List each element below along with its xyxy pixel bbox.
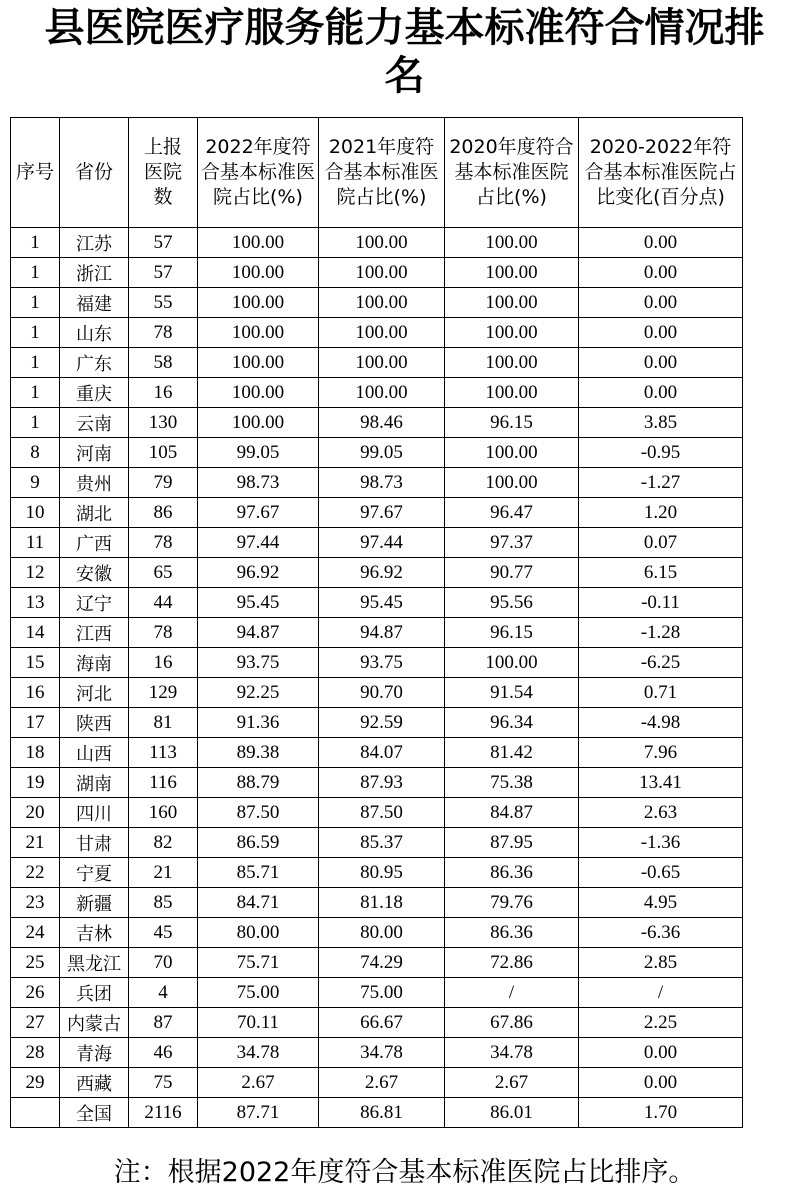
header-change: 2020-2022年符合基本标准医院占比变化(百分点) bbox=[579, 118, 743, 228]
cell-change: 0.00 bbox=[579, 318, 743, 348]
cell-pct-2020: 100.00 bbox=[445, 438, 579, 468]
cell-pct-2020: 100.00 bbox=[445, 468, 579, 498]
cell-reported: 45 bbox=[129, 918, 198, 948]
table-row bbox=[11, 978, 743, 1008]
cell-pct-2021: 100.00 bbox=[319, 288, 445, 318]
table-header-row bbox=[11, 118, 743, 228]
table-row bbox=[11, 768, 743, 798]
cell-change: -6.36 bbox=[579, 918, 743, 948]
cell-change: 2.63 bbox=[579, 798, 743, 828]
cell-pct-2021: 75.00 bbox=[319, 978, 445, 1008]
cell-reported: 44 bbox=[129, 588, 198, 618]
cell-province: 内蒙古 bbox=[60, 1008, 129, 1038]
cell-pct-2020: / bbox=[445, 978, 579, 1008]
cell-province: 广东 bbox=[60, 348, 129, 378]
cell-pct-2021: 74.29 bbox=[319, 948, 445, 978]
cell-pct-2020: 2.67 bbox=[445, 1068, 579, 1098]
cell-pct-2020: 86.36 bbox=[445, 858, 579, 888]
cell-pct-2020: 100.00 bbox=[445, 258, 579, 288]
cell-rank: 21 bbox=[11, 828, 60, 858]
cell-reported: 4 bbox=[129, 978, 198, 1008]
cell-change: 1.20 bbox=[579, 498, 743, 528]
cell-change: -4.98 bbox=[579, 708, 743, 738]
cell-rank: 27 bbox=[11, 1008, 60, 1038]
cell-pct-2020: 96.15 bbox=[445, 408, 579, 438]
cell-pct-2021: 2.67 bbox=[319, 1068, 445, 1098]
cell-pct-2022: 70.11 bbox=[198, 1008, 319, 1038]
cell-pct-2022: 98.73 bbox=[198, 468, 319, 498]
cell-pct-2021: 97.44 bbox=[319, 528, 445, 558]
cell-reported: 85 bbox=[129, 888, 198, 918]
table-row bbox=[11, 498, 743, 528]
cell-pct-2022: 87.71 bbox=[198, 1098, 319, 1128]
cell-pct-2020: 100.00 bbox=[445, 318, 579, 348]
cell-province: 安徽 bbox=[60, 558, 129, 588]
cell-change: -1.27 bbox=[579, 468, 743, 498]
cell-change: 0.71 bbox=[579, 678, 743, 708]
header-pct-2022: 2022年度符合基本标准医院占比(%) bbox=[198, 118, 319, 228]
table-row bbox=[11, 648, 743, 678]
cell-pct-2020: 91.54 bbox=[445, 678, 579, 708]
footnote: 注：根据2022年度符合基本标准医院占比排序。 bbox=[113, 1157, 696, 1188]
title-line-2: 名 bbox=[384, 53, 425, 99]
cell-province: 山东 bbox=[60, 318, 129, 348]
cell-pct-2020: 96.15 bbox=[445, 618, 579, 648]
cell-rank: 1 bbox=[11, 288, 60, 318]
table-row bbox=[11, 288, 743, 318]
cell-reported: 16 bbox=[129, 648, 198, 678]
cell-rank: 10 bbox=[11, 498, 60, 528]
cell-pct-2022: 88.79 bbox=[198, 768, 319, 798]
cell-rank: 20 bbox=[11, 798, 60, 828]
cell-province: 浙江 bbox=[60, 258, 129, 288]
cell-reported: 21 bbox=[129, 858, 198, 888]
cell-pct-2022: 75.71 bbox=[198, 948, 319, 978]
cell-province: 新疆 bbox=[60, 888, 129, 918]
cell-pct-2020: 81.42 bbox=[445, 738, 579, 768]
cell-pct-2020: 90.77 bbox=[445, 558, 579, 588]
cell-pct-2022: 94.87 bbox=[198, 618, 319, 648]
table-row bbox=[11, 708, 743, 738]
cell-province: 陕西 bbox=[60, 708, 129, 738]
cell-reported: 2116 bbox=[129, 1098, 198, 1128]
cell-pct-2021: 100.00 bbox=[319, 348, 445, 378]
cell-pct-2021: 100.00 bbox=[319, 318, 445, 348]
cell-change: 0.00 bbox=[579, 1038, 743, 1068]
cell-province: 青海 bbox=[60, 1038, 129, 1068]
cell-change: -6.25 bbox=[579, 648, 743, 678]
cell-rank: 18 bbox=[11, 738, 60, 768]
cell-change: 0.00 bbox=[579, 378, 743, 408]
cell-pct-2021: 80.00 bbox=[319, 918, 445, 948]
cell-pct-2021: 94.87 bbox=[319, 618, 445, 648]
cell-pct-2022: 95.45 bbox=[198, 588, 319, 618]
cell-rank: 28 bbox=[11, 1038, 60, 1068]
table-row bbox=[11, 618, 743, 648]
cell-province: 重庆 bbox=[60, 378, 129, 408]
cell-rank: 12 bbox=[11, 558, 60, 588]
cell-province: 甘肃 bbox=[60, 828, 129, 858]
cell-pct-2021: 97.67 bbox=[319, 498, 445, 528]
cell-pct-2020: 96.34 bbox=[445, 708, 579, 738]
cell-pct-2022: 100.00 bbox=[198, 288, 319, 318]
cell-reported: 116 bbox=[129, 768, 198, 798]
cell-pct-2022: 2.67 bbox=[198, 1068, 319, 1098]
table-row bbox=[11, 258, 743, 288]
cell-change: 0.00 bbox=[579, 258, 743, 288]
cell-pct-2020: 86.36 bbox=[445, 918, 579, 948]
cell-reported: 65 bbox=[129, 558, 198, 588]
cell-province: 江西 bbox=[60, 618, 129, 648]
table-row bbox=[11, 558, 743, 588]
cell-pct-2021: 99.05 bbox=[319, 438, 445, 468]
cell-reported: 78 bbox=[129, 618, 198, 648]
cell-province: 河北 bbox=[60, 678, 129, 708]
table-row bbox=[11, 228, 743, 258]
cell-pct-2022: 100.00 bbox=[198, 258, 319, 288]
cell-pct-2021: 80.95 bbox=[319, 858, 445, 888]
table-row bbox=[11, 408, 743, 438]
cell-reported: 70 bbox=[129, 948, 198, 978]
cell-change: 0.00 bbox=[579, 348, 743, 378]
cell-pct-2020: 100.00 bbox=[445, 378, 579, 408]
cell-change: / bbox=[579, 978, 743, 1008]
cell-change: 0.00 bbox=[579, 288, 743, 318]
cell-pct-2020: 100.00 bbox=[445, 348, 579, 378]
table-row bbox=[11, 468, 743, 498]
cell-pct-2021: 100.00 bbox=[319, 378, 445, 408]
cell-pct-2022: 100.00 bbox=[198, 348, 319, 378]
cell-rank: 23 bbox=[11, 888, 60, 918]
cell-pct-2020: 84.87 bbox=[445, 798, 579, 828]
cell-pct-2022: 99.05 bbox=[198, 438, 319, 468]
cell-rank: 15 bbox=[11, 648, 60, 678]
cell-province: 湖南 bbox=[60, 768, 129, 798]
cell-rank: 9 bbox=[11, 468, 60, 498]
cell-reported: 160 bbox=[129, 798, 198, 828]
table-row bbox=[11, 1008, 743, 1038]
cell-reported: 105 bbox=[129, 438, 198, 468]
cell-reported: 78 bbox=[129, 528, 198, 558]
cell-pct-2022: 96.92 bbox=[198, 558, 319, 588]
table-row bbox=[11, 738, 743, 768]
cell-change: 3.85 bbox=[579, 408, 743, 438]
table-row bbox=[11, 438, 743, 468]
cell-pct-2020: 96.47 bbox=[445, 498, 579, 528]
cell-pct-2022: 89.38 bbox=[198, 738, 319, 768]
cell-reported: 87 bbox=[129, 1008, 198, 1038]
cell-pct-2021: 96.92 bbox=[319, 558, 445, 588]
cell-province: 海南 bbox=[60, 648, 129, 678]
cell-rank: 1 bbox=[11, 318, 60, 348]
cell-province: 四川 bbox=[60, 798, 129, 828]
cell-pct-2021: 100.00 bbox=[319, 228, 445, 258]
table-row bbox=[11, 798, 743, 828]
cell-rank: 11 bbox=[11, 528, 60, 558]
cell-rank: 1 bbox=[11, 258, 60, 288]
cell-pct-2021: 87.93 bbox=[319, 768, 445, 798]
cell-reported: 58 bbox=[129, 348, 198, 378]
table-row bbox=[11, 888, 743, 918]
cell-rank: 1 bbox=[11, 228, 60, 258]
table-row bbox=[11, 588, 743, 618]
cell-pct-2022: 85.71 bbox=[198, 858, 319, 888]
cell-reported: 130 bbox=[129, 408, 198, 438]
cell-rank: 25 bbox=[11, 948, 60, 978]
cell-reported: 57 bbox=[129, 258, 198, 288]
cell-change: -0.95 bbox=[579, 438, 743, 468]
cell-pct-2021: 66.67 bbox=[319, 1008, 445, 1038]
cell-reported: 78 bbox=[129, 318, 198, 348]
cell-pct-2020: 100.00 bbox=[445, 228, 579, 258]
cell-pct-2022: 93.75 bbox=[198, 648, 319, 678]
cell-rank: 13 bbox=[11, 588, 60, 618]
cell-pct-2021: 85.37 bbox=[319, 828, 445, 858]
cell-pct-2022: 92.25 bbox=[198, 678, 319, 708]
cell-reported: 46 bbox=[129, 1038, 198, 1068]
cell-rank: 8 bbox=[11, 438, 60, 468]
cell-pct-2022: 84.71 bbox=[198, 888, 319, 918]
cell-pct-2022: 87.50 bbox=[198, 798, 319, 828]
cell-rank bbox=[11, 1098, 60, 1128]
cell-pct-2021: 92.59 bbox=[319, 708, 445, 738]
cell-pct-2021: 86.81 bbox=[319, 1098, 445, 1128]
cell-pct-2022: 100.00 bbox=[198, 378, 319, 408]
cell-pct-2020: 75.38 bbox=[445, 768, 579, 798]
cell-change: 0.00 bbox=[579, 1068, 743, 1098]
cell-pct-2021: 84.07 bbox=[319, 738, 445, 768]
ranking-table bbox=[10, 117, 743, 1128]
cell-pct-2020: 79.76 bbox=[445, 888, 579, 918]
cell-province: 贵州 bbox=[60, 468, 129, 498]
header-rank: 序号 bbox=[11, 118, 60, 228]
cell-rank: 14 bbox=[11, 618, 60, 648]
cell-pct-2020: 86.01 bbox=[445, 1098, 579, 1128]
cell-reported: 16 bbox=[129, 378, 198, 408]
cell-pct-2021: 100.00 bbox=[319, 258, 445, 288]
table-row bbox=[11, 828, 743, 858]
cell-change: 0.00 bbox=[579, 228, 743, 258]
cell-pct-2020: 100.00 bbox=[445, 288, 579, 318]
cell-change: 6.15 bbox=[579, 558, 743, 588]
cell-change: 7.96 bbox=[579, 738, 743, 768]
cell-pct-2021: 98.73 bbox=[319, 468, 445, 498]
cell-pct-2021: 95.45 bbox=[319, 588, 445, 618]
cell-rank: 26 bbox=[11, 978, 60, 1008]
cell-rank: 1 bbox=[11, 348, 60, 378]
cell-pct-2020: 87.95 bbox=[445, 828, 579, 858]
table-row bbox=[11, 318, 743, 348]
cell-change: -1.36 bbox=[579, 828, 743, 858]
cell-rank: 19 bbox=[11, 768, 60, 798]
cell-reported: 79 bbox=[129, 468, 198, 498]
cell-pct-2020: 100.00 bbox=[445, 648, 579, 678]
table-row bbox=[11, 678, 743, 708]
cell-reported: 113 bbox=[129, 738, 198, 768]
cell-reported: 129 bbox=[129, 678, 198, 708]
table-row bbox=[11, 348, 743, 378]
table-row bbox=[11, 528, 743, 558]
cell-province: 江苏 bbox=[60, 228, 129, 258]
cell-pct-2022: 100.00 bbox=[198, 228, 319, 258]
cell-pct-2022: 100.00 bbox=[198, 408, 319, 438]
cell-province: 福建 bbox=[60, 288, 129, 318]
table-row bbox=[11, 1068, 743, 1098]
cell-province: 湖北 bbox=[60, 498, 129, 528]
cell-rank: 24 bbox=[11, 918, 60, 948]
cell-province: 全国 bbox=[60, 1098, 129, 1128]
title-line-1: 县医院医疗服务能力基本标准符合情况排 bbox=[44, 5, 765, 51]
cell-pct-2020: 67.86 bbox=[445, 1008, 579, 1038]
cell-pct-2021: 87.50 bbox=[319, 798, 445, 828]
cell-province: 黑龙江 bbox=[60, 948, 129, 978]
cell-pct-2020: 34.78 bbox=[445, 1038, 579, 1068]
cell-rank: 22 bbox=[11, 858, 60, 888]
cell-province: 西藏 bbox=[60, 1068, 129, 1098]
table-row bbox=[11, 948, 743, 978]
cell-change: 2.85 bbox=[579, 948, 743, 978]
cell-pct-2022: 97.67 bbox=[198, 498, 319, 528]
cell-rank: 16 bbox=[11, 678, 60, 708]
cell-pct-2020: 72.86 bbox=[445, 948, 579, 978]
cell-reported: 82 bbox=[129, 828, 198, 858]
cell-reported: 55 bbox=[129, 288, 198, 318]
cell-change: 2.25 bbox=[579, 1008, 743, 1038]
cell-reported: 81 bbox=[129, 708, 198, 738]
cell-province: 兵团 bbox=[60, 978, 129, 1008]
cell-rank: 1 bbox=[11, 408, 60, 438]
table-row bbox=[11, 378, 743, 408]
cell-pct-2021: 93.75 bbox=[319, 648, 445, 678]
cell-pct-2022: 97.44 bbox=[198, 528, 319, 558]
header-pct-2021: 2021年度符合基本标准医院占比(%) bbox=[319, 118, 445, 228]
cell-pct-2021: 81.18 bbox=[319, 888, 445, 918]
cell-rank: 29 bbox=[11, 1068, 60, 1098]
cell-pct-2022: 34.78 bbox=[198, 1038, 319, 1068]
header-pct-2020: 2020年度符合基本标准医院占比(%) bbox=[445, 118, 579, 228]
cell-reported: 57 bbox=[129, 228, 198, 258]
cell-pct-2022: 91.36 bbox=[198, 708, 319, 738]
cell-reported: 75 bbox=[129, 1068, 198, 1098]
cell-rank: 17 bbox=[11, 708, 60, 738]
cell-province: 云南 bbox=[60, 408, 129, 438]
cell-province: 广西 bbox=[60, 528, 129, 558]
cell-pct-2022: 80.00 bbox=[198, 918, 319, 948]
cell-reported: 86 bbox=[129, 498, 198, 528]
table-row bbox=[11, 1038, 743, 1068]
header-reported: 上报医院数 bbox=[129, 118, 198, 228]
cell-change: 0.07 bbox=[579, 528, 743, 558]
cell-pct-2021: 98.46 bbox=[319, 408, 445, 438]
cell-change: -0.11 bbox=[579, 588, 743, 618]
cell-pct-2022: 100.00 bbox=[198, 318, 319, 348]
cell-change: -0.65 bbox=[579, 858, 743, 888]
cell-change: 4.95 bbox=[579, 888, 743, 918]
cell-province: 吉林 bbox=[60, 918, 129, 948]
cell-province: 河南 bbox=[60, 438, 129, 468]
cell-province: 山西 bbox=[60, 738, 129, 768]
cell-pct-2022: 75.00 bbox=[198, 978, 319, 1008]
cell-change: 1.70 bbox=[579, 1098, 743, 1128]
table-row bbox=[11, 858, 743, 888]
cell-pct-2020: 95.56 bbox=[445, 588, 579, 618]
cell-province: 辽宁 bbox=[60, 588, 129, 618]
cell-change: -1.28 bbox=[579, 618, 743, 648]
cell-pct-2020: 97.37 bbox=[445, 528, 579, 558]
cell-pct-2021: 34.78 bbox=[319, 1038, 445, 1068]
table-row bbox=[11, 918, 743, 948]
cell-pct-2021: 90.70 bbox=[319, 678, 445, 708]
cell-pct-2022: 86.59 bbox=[198, 828, 319, 858]
cell-rank: 1 bbox=[11, 378, 60, 408]
cell-province: 宁夏 bbox=[60, 858, 129, 888]
cell-change: 13.41 bbox=[579, 768, 743, 798]
header-province: 省份 bbox=[60, 118, 129, 228]
table-row bbox=[11, 1098, 743, 1128]
